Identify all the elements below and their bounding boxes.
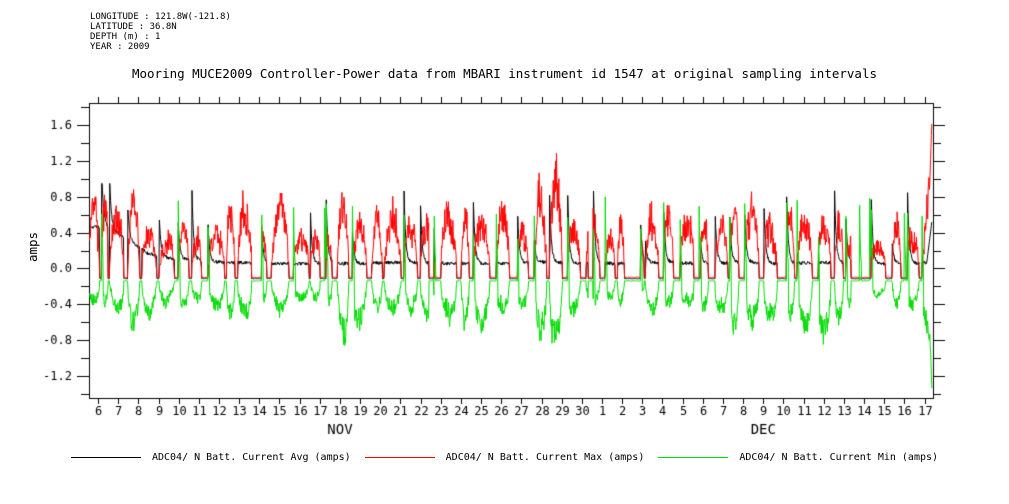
legend bbox=[0, 452, 1009, 463]
latitude-label: LATITUDE : 36.8N bbox=[90, 22, 177, 32]
depth-label: DEPTH (m) : 1 bbox=[90, 32, 161, 42]
year-label: YEAR : 2009 bbox=[90, 42, 150, 52]
longitude-label: LONGITUDE : 121.8W(-121.8) bbox=[90, 12, 231, 22]
legend-avg-line-icon bbox=[71, 457, 141, 458]
legend-avg-label: ADC04/ N Batt. Current Avg (amps) bbox=[151, 452, 351, 463]
plot-title: Mooring MUCE2009 Controller-Power data from MBARI instrument id 1547 at original sampling intervals bbox=[131, 66, 878, 81]
y-axis-label: amps bbox=[25, 231, 40, 263]
legend-min-label: ADC04/ N Batt. Current Min (amps) bbox=[739, 452, 939, 463]
legend-max-label: ADC04/ N Batt. Current Max (amps) bbox=[445, 452, 645, 463]
legend-min-line-icon bbox=[658, 457, 728, 458]
legend-max-line-icon bbox=[365, 457, 435, 458]
legend-item-avg bbox=[71, 452, 351, 463]
metadata-block bbox=[90, 12, 231, 52]
legend-item-max bbox=[365, 452, 645, 463]
legend-item-min bbox=[658, 452, 938, 463]
